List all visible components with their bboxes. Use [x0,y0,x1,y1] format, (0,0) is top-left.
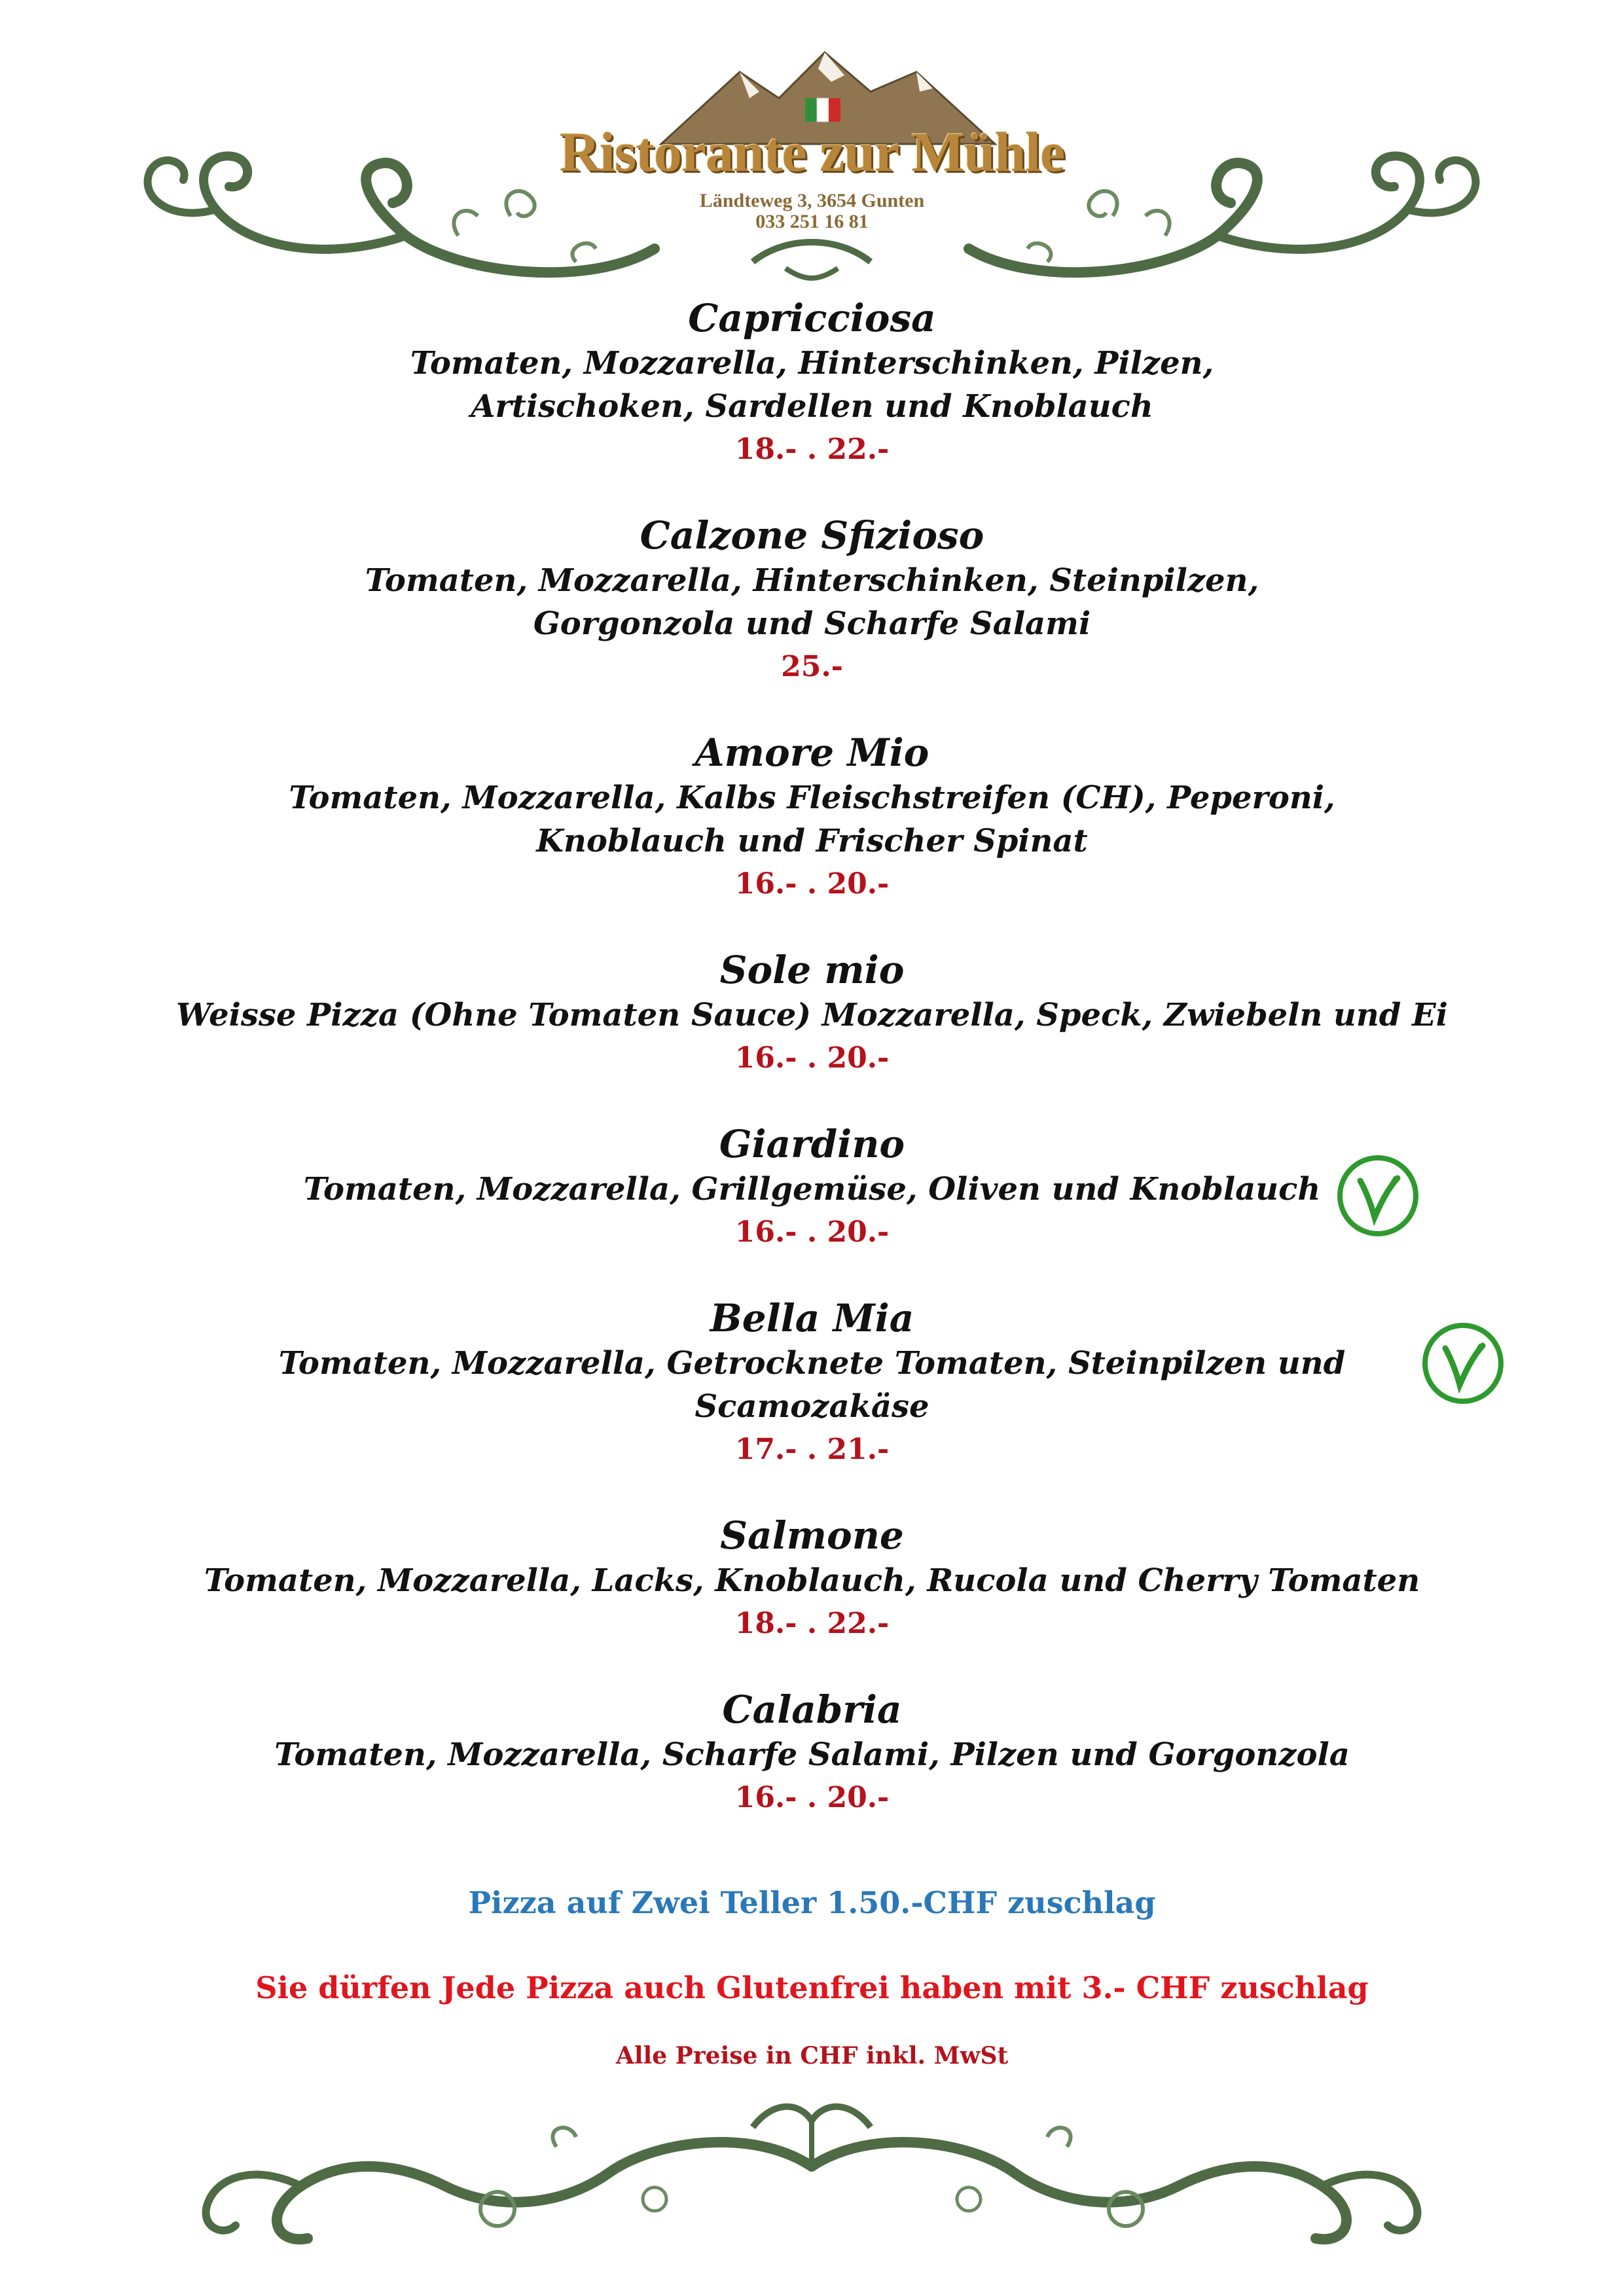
gluten-free-note: Sie dürfen Jede Pizza auch Glutenfrei haben mit 3.- CHF zuschlag [255,1970,1369,2005]
swirl-ornament-icon [0,2068,1624,2265]
item-name: Sole mio [719,948,905,992]
item-name: Capricciosa [688,296,936,340]
item-price: 16.- . 20.- [734,867,890,901]
vegetarian-v-icon [1335,1153,1420,1238]
item-description: Tomaten, Mozzarella, Hinterschinken, Steinpilzen, Gorgonzola und Scharfe Salami [365,562,1259,642]
item-description: Tomaten, Mozzarella, Scharfe Salami, Pilzen und Gorgonzola [274,1736,1350,1773]
menu-item-bella-mia [0,1295,1624,1471]
item-description: Tomaten, Mozzarella, Lacks, Knoblauch, Rucola und Cherry Tomaten [204,1562,1420,1599]
italian-flag-icon [805,98,840,122]
prices-info-note: Alle Preise in CHF inkl. MwSt [615,2042,1009,2070]
menu-item-salmone [0,1512,1624,1645]
vegetarian-v-icon [1420,1321,1506,1406]
item-name: Salmone [720,1513,904,1558]
item-price: 25.- [781,650,843,683]
item-price: 16.- . 20.- [734,1781,890,1814]
menu-item-giardino [0,1121,1624,1254]
item-description: Tomaten, Mozzarella, Getrocknete Tomaten, Steinpilzen und Scamozakäse [278,1345,1346,1425]
menu-item-calzone-sfizioso [0,512,1624,689]
menu-item-amore-mio [0,729,1624,906]
item-price: 18.- . 22.- [734,1607,890,1640]
menu-item-calabria [0,1686,1624,1820]
item-name: Amore Mio [695,730,929,775]
item-price: 18.- . 22.- [734,433,890,466]
item-description: Tomaten, Mozzarella, Hinterschinken, Pilzen, Artischoken, Sardellen und Knoblauch [410,345,1214,425]
item-name: Calabria [722,1687,902,1732]
item-name: Bella Mia [710,1296,914,1340]
footer-ornament [0,2068,1624,2265]
item-name: Calzone Sfizioso [640,513,984,558]
restaurant-address: Ländteweg 3, 3654 Gunten [699,190,925,211]
item-price: 16.- . 20.- [734,1041,890,1075]
menu-item-capricciosa [0,295,1624,471]
item-description: Weisse Pizza (Ohne Tomaten Sauce) Mozzarella, Speck, Zwiebeln und Ei [176,997,1448,1033]
item-description: Tomaten, Mozzarella, Grillgemüse, Oliven und Knoblauch [303,1171,1321,1208]
menu-item-sole-mio [0,946,1624,1080]
restaurant-name: Ristorante zur Mühle [559,120,1065,183]
pizza-menu-list [0,295,1624,1860]
item-price: 17.- . 21.- [734,1433,890,1466]
header-logo [0,0,1624,308]
item-description: Tomaten, Mozzarella, Kalbs Fleischstreifen (CH), Peperoni, Knoblauch und Frischer Spinat [289,780,1335,859]
item-price: 16.- . 20.- [734,1215,890,1249]
restaurant-phone: 033 251 16 81 [755,211,869,232]
split-plate-note: Pizza auf Zwei Teller 1.50.-CHF zuschlag [468,1885,1156,1920]
item-name: Giardino [719,1122,905,1166]
